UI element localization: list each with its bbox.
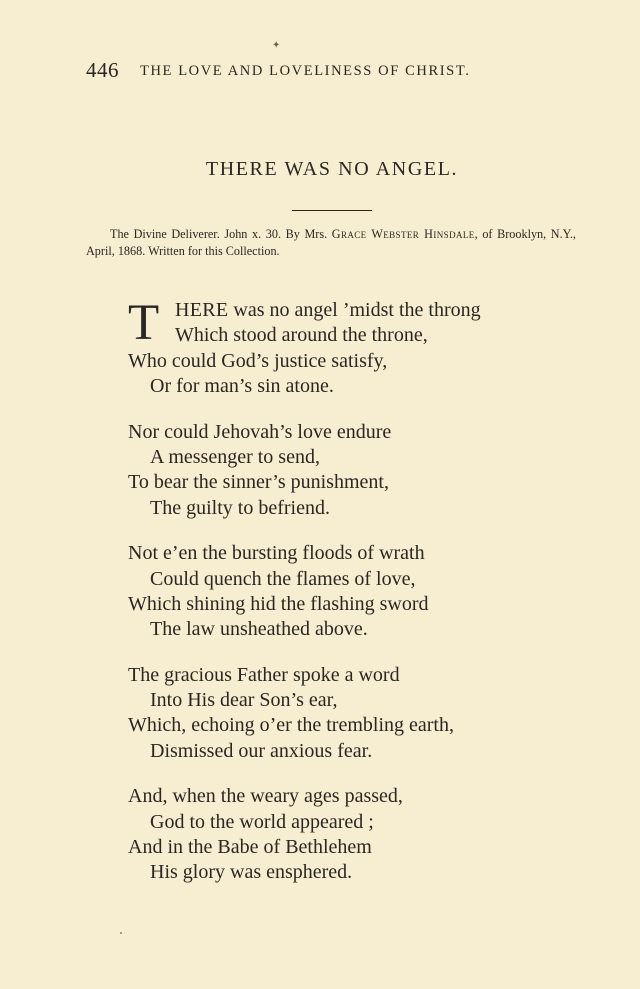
- stanza-3: [128, 541, 588, 643]
- page-number: 446: [86, 58, 119, 82]
- running-title: THE LOVE AND LOVELINESS OF CHRIST.: [140, 63, 471, 79]
- verse-line: Dismissed our anxious fear.: [150, 739, 373, 762]
- first-line-rest: was no angel ’midst the throng: [228, 299, 481, 321]
- verse-line: Not e’en the bursting floods of wrath: [128, 542, 425, 565]
- verse-line: Who could God’s justice satisfy,: [128, 349, 388, 372]
- title-rule: [292, 210, 372, 211]
- stanza-5: [128, 784, 588, 886]
- stanza-2: [128, 420, 588, 522]
- drop-cap: T: [128, 295, 160, 351]
- first-word-caps: HERE: [175, 299, 229, 321]
- verse-line: Which, echoing o’er the trembling earth,: [128, 714, 454, 737]
- stanza-4: [128, 663, 588, 765]
- poem-attribution: [86, 226, 576, 260]
- verse-line: And in the Babe of Bethlehem: [128, 836, 372, 859]
- verse-line: The guilty to befriend.: [150, 496, 330, 519]
- verse-line: A messenger to send,: [150, 445, 320, 468]
- attribution-outro: , of Brooklyn, N.Y., April, 1868. Written for this Collection.: [86, 227, 576, 258]
- stanza-1: [128, 295, 588, 400]
- poem-title: THERE WAS NO ANGEL.: [205, 158, 459, 180]
- verse-line: Which stood around the throne,: [175, 324, 428, 347]
- verse-line: God to the world appeared ;: [150, 810, 374, 833]
- verse-line: To bear the sinner’s punishment,: [128, 471, 389, 494]
- verse-line: Nor could Jehovah’s love endure: [128, 420, 392, 443]
- paper-speck: [120, 932, 122, 934]
- verse-line: The law unsheathed above.: [150, 618, 368, 641]
- verse-line: The gracious Father spoke a word: [128, 663, 400, 686]
- page-header: [86, 58, 536, 84]
- verse-line: Or for man’s sin atone.: [150, 375, 334, 398]
- verse-line: Which shining hid the flashing sword: [128, 592, 429, 615]
- verse-line: Could quench the flames of love,: [150, 567, 416, 590]
- verse-line: His glory was ensphered.: [150, 861, 353, 884]
- author-name: Grace Webster Hinsdale: [331, 227, 475, 241]
- poem-body: [128, 295, 588, 906]
- verse-line: Into His dear Son’s ear,: [150, 689, 338, 712]
- ornament-mark: ✦: [272, 40, 281, 51]
- attribution-intro: The Divine Deliverer. John x. 30. By Mrs.: [110, 227, 332, 241]
- verse-line: And, when the weary ages passed,: [128, 785, 403, 808]
